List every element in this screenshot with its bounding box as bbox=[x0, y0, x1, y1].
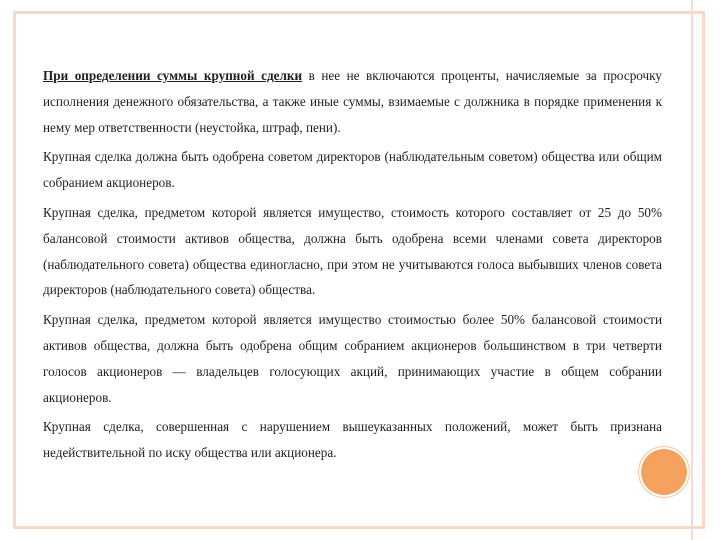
slide-side-line bbox=[691, 0, 693, 540]
paragraph-5: Крупная сделка, совершенная с нарушением вышеуказанных положений, может быть признана недействительной по иску общества или акционера. bbox=[43, 419, 662, 461]
paragraph-4: Крупная сделка, предметом которой является имущество стоимостью более 50% балансовой стоимости активов общества, должна быть одобрена общим собранием акционеров большинством в три четверти голосов акционеров — владельцев голосующих акций, принимающих участие в общем собрании акционеров. bbox=[43, 312, 662, 405]
paragraph-1 bbox=[43, 63, 662, 140]
slide-body bbox=[43, 63, 662, 470]
paragraph-2: Крупная сделка должна быть одобрена советом директоров (наблюдательным советом) общества или общим собранием акционеров. bbox=[43, 149, 662, 191]
paragraph-3: Крупная сделка, предметом которой является имущество, стоимость которого составляет от 25 до 50% балансовой стоимости активов общества, должна быть одобрена всеми членами совета директоров (наблюдательного совета) общества единогласно, при этом не учитываются голоса выбывших членов совета директоров (наблюдательного совета) общества. bbox=[43, 204, 662, 298]
decorative-circle bbox=[641, 449, 687, 495]
paragraph-1-lead: При определении суммы крупной сделки bbox=[43, 68, 303, 83]
paragraph-1-text: в нее не включаются проценты, начисляемые за просрочку исполнения денежного обязательства, а также иные суммы, взимаемые с должника в порядке применения к нему мер ответственности (неустойка, штраф, пени). bbox=[43, 68, 663, 135]
